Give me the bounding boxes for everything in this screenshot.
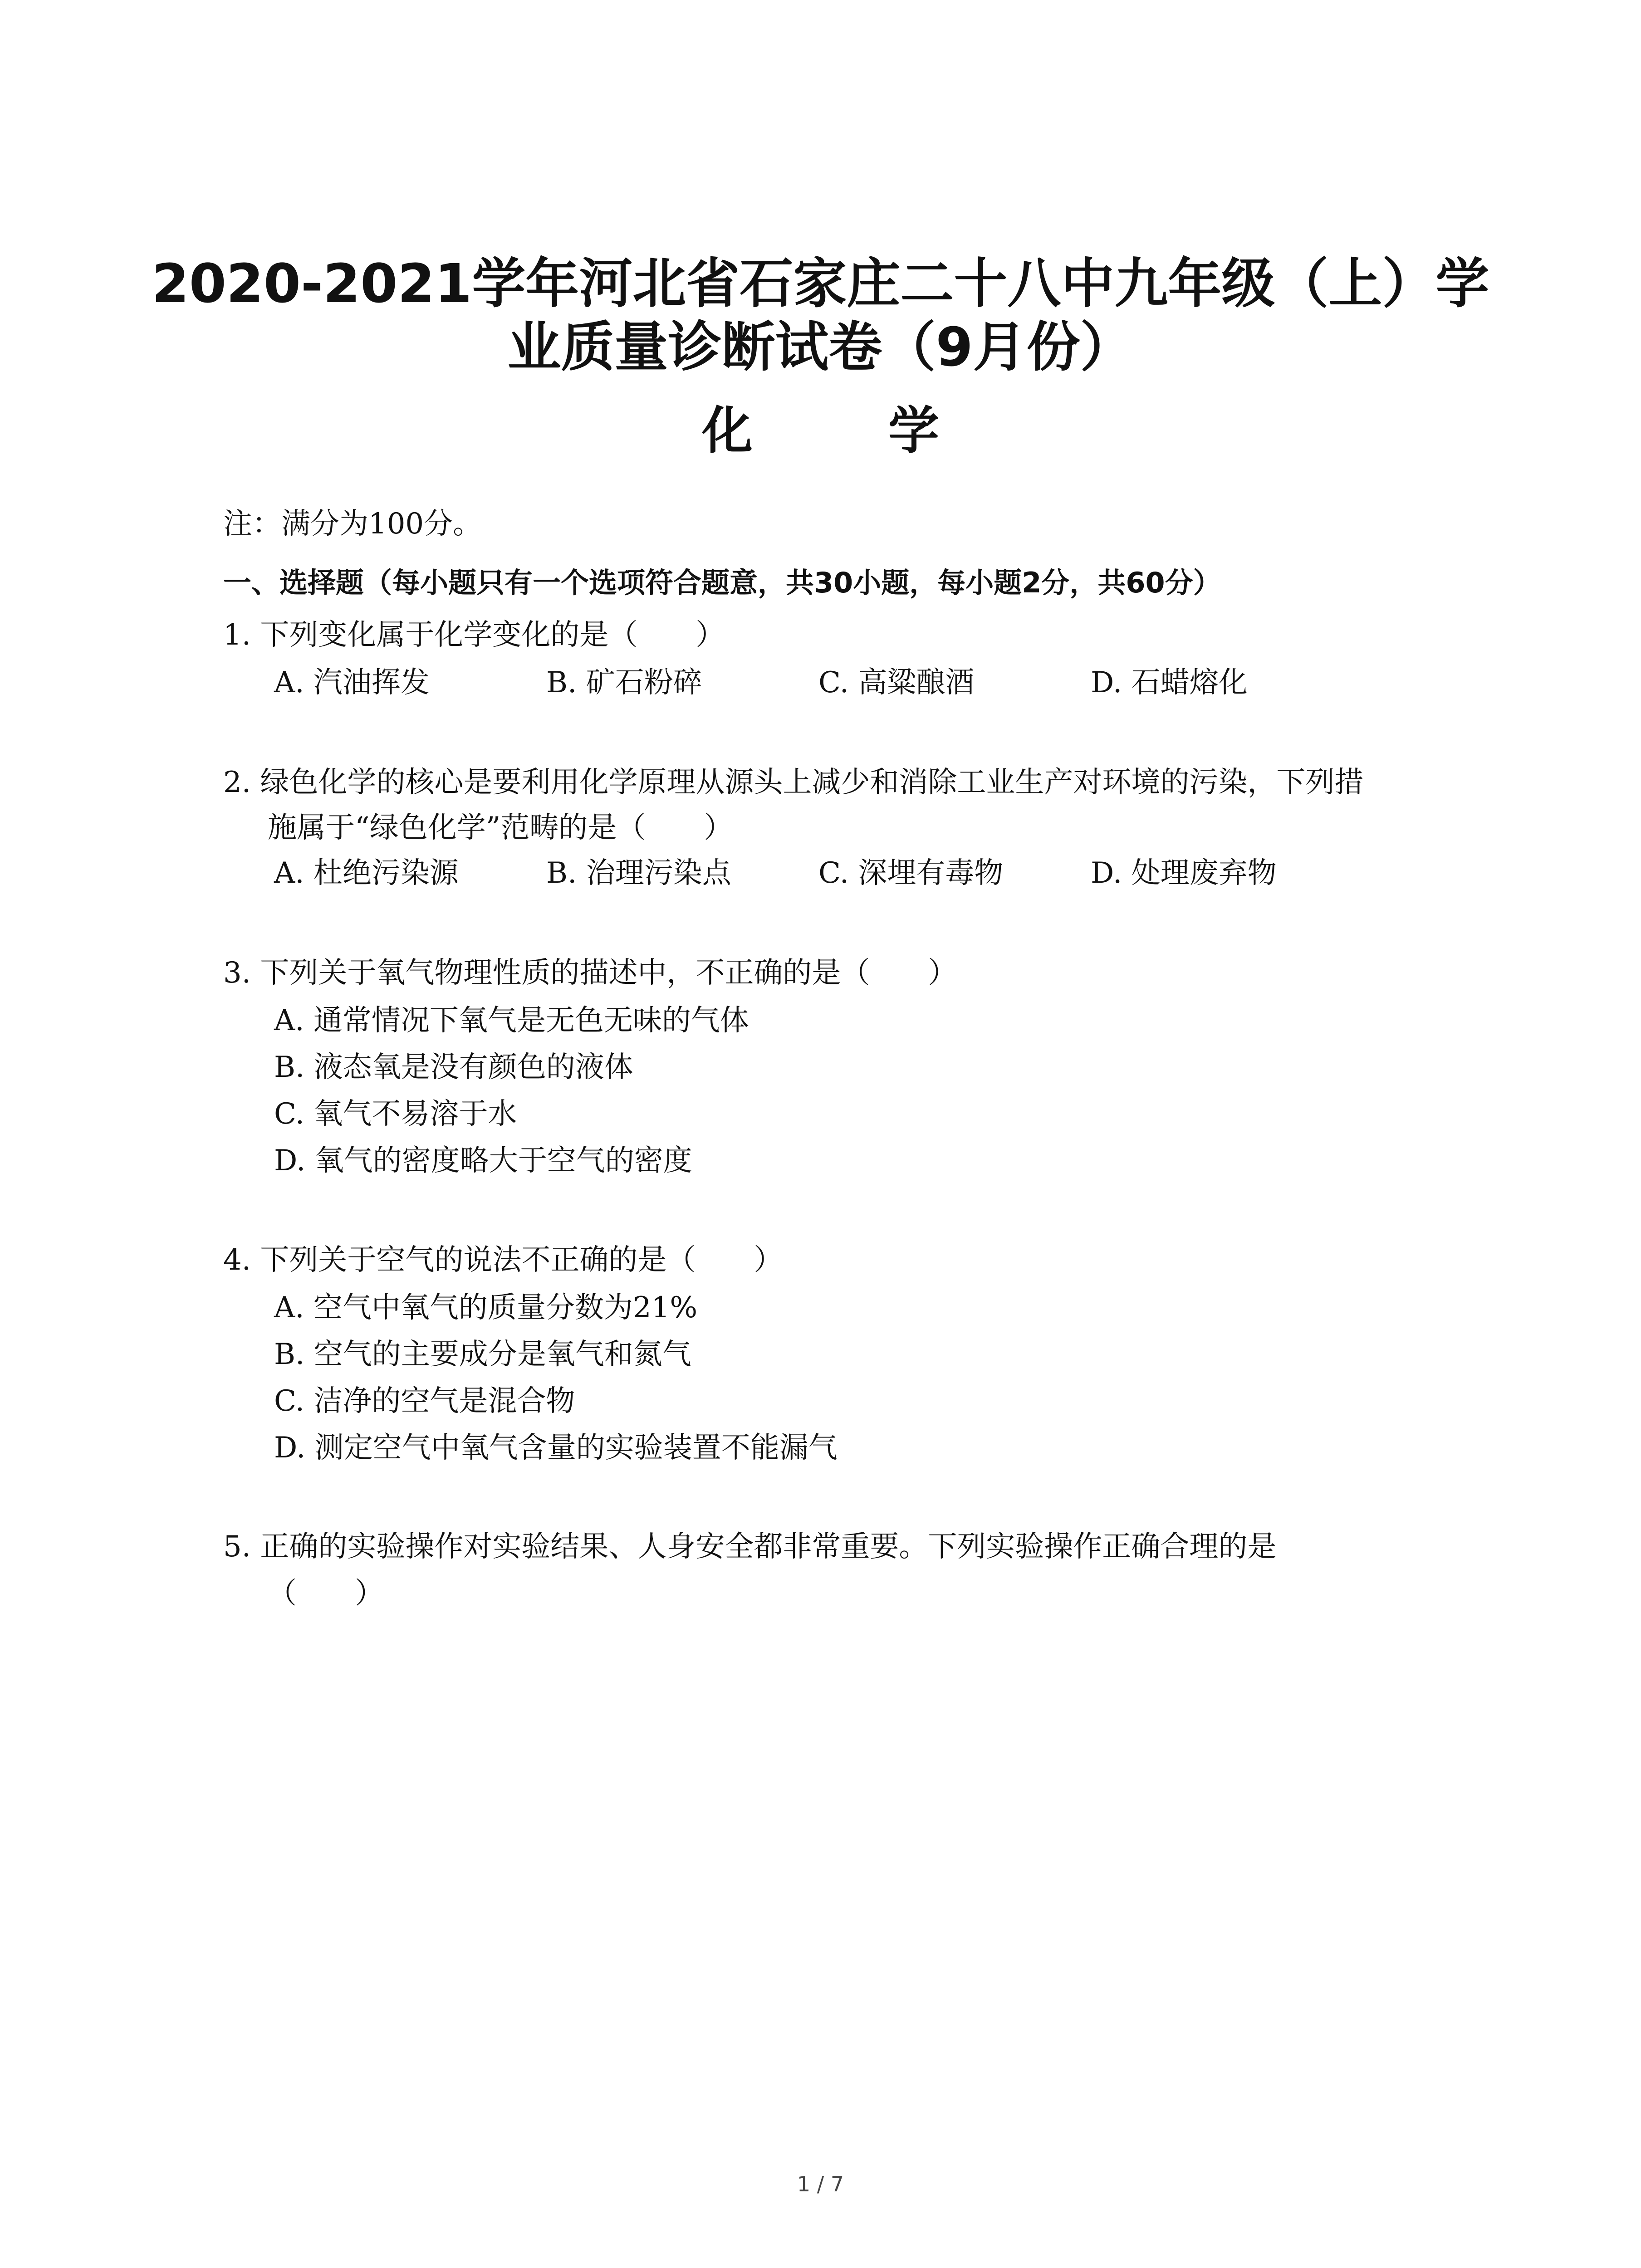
option-b: B. 空气的主要成分是氧气和氮气 (274, 1338, 691, 1371)
option-c: C. 洁净的空气是混合物 (274, 1384, 575, 1418)
question-stem: 1. 下列变化属于化学变化的是（ ） (223, 618, 725, 652)
option-c: C. 氧气不易溶于水 (274, 1097, 517, 1131)
score-note: 注：满分为100分。 (223, 507, 482, 541)
question-stem: 4. 下列关于空气的说法不正确的是（ ） (223, 1243, 783, 1277)
option-d: D. 石蜡熔化 (1091, 666, 1248, 699)
option-d: D. 处理废弃物 (1091, 856, 1277, 890)
answer-blank: （ ） (268, 1577, 384, 1610)
option-a: A. 汽油挥发 (274, 666, 430, 699)
exam-title-line-1: 2020-2021学年河北省石家庄二十八中九年级（上）学 (152, 252, 1489, 315)
subject-heading: 化 学 (702, 401, 998, 460)
question-stem: 5. 正确的实验操作对实验结果、人身安全都非常重要。下列实验操作正确合理的是 (223, 1530, 1277, 1564)
option-b: B. 治理污染点 (546, 856, 731, 890)
option-b: B. 矿石粉碎 (546, 666, 702, 699)
option-a: A. 通常情况下氧气是无色无味的气体 (274, 1004, 749, 1037)
page-number: 1 / 7 (797, 2172, 844, 2196)
option-a: A. 杜绝污染源 (274, 856, 459, 890)
option-b: B. 液态氧是没有颜色的液体 (274, 1051, 633, 1084)
option-d: D. 测定空气中氧气含量的实验装置不能漏气 (274, 1431, 838, 1465)
option-a: A. 空气中氧气的质量分数为21% (274, 1291, 698, 1325)
option-c: C. 深埋有毒物 (818, 856, 1004, 890)
exam-title-line-2: 业质量诊断试卷（9月份） (507, 316, 1134, 378)
section-heading: 一、选择题（每小题只有一个选项符合题意，共30小题，每小题2分，共60分） (223, 566, 1221, 599)
question-stem: 2. 绿色化学的核心是要利用化学原理从源头上减少和消除工业生产对环境的污染，下列措 (223, 766, 1364, 799)
option-d: D. 氧气的密度略大于空气的密度 (274, 1144, 692, 1178)
option-c: C. 高粱酿酒 (818, 666, 975, 699)
question-stem: 3. 下列关于氧气物理性质的描述中，不正确的是（ ） (223, 956, 957, 990)
question-stem-continuation: 施属于“绿色化学”范畴的是（ ） (268, 811, 733, 845)
